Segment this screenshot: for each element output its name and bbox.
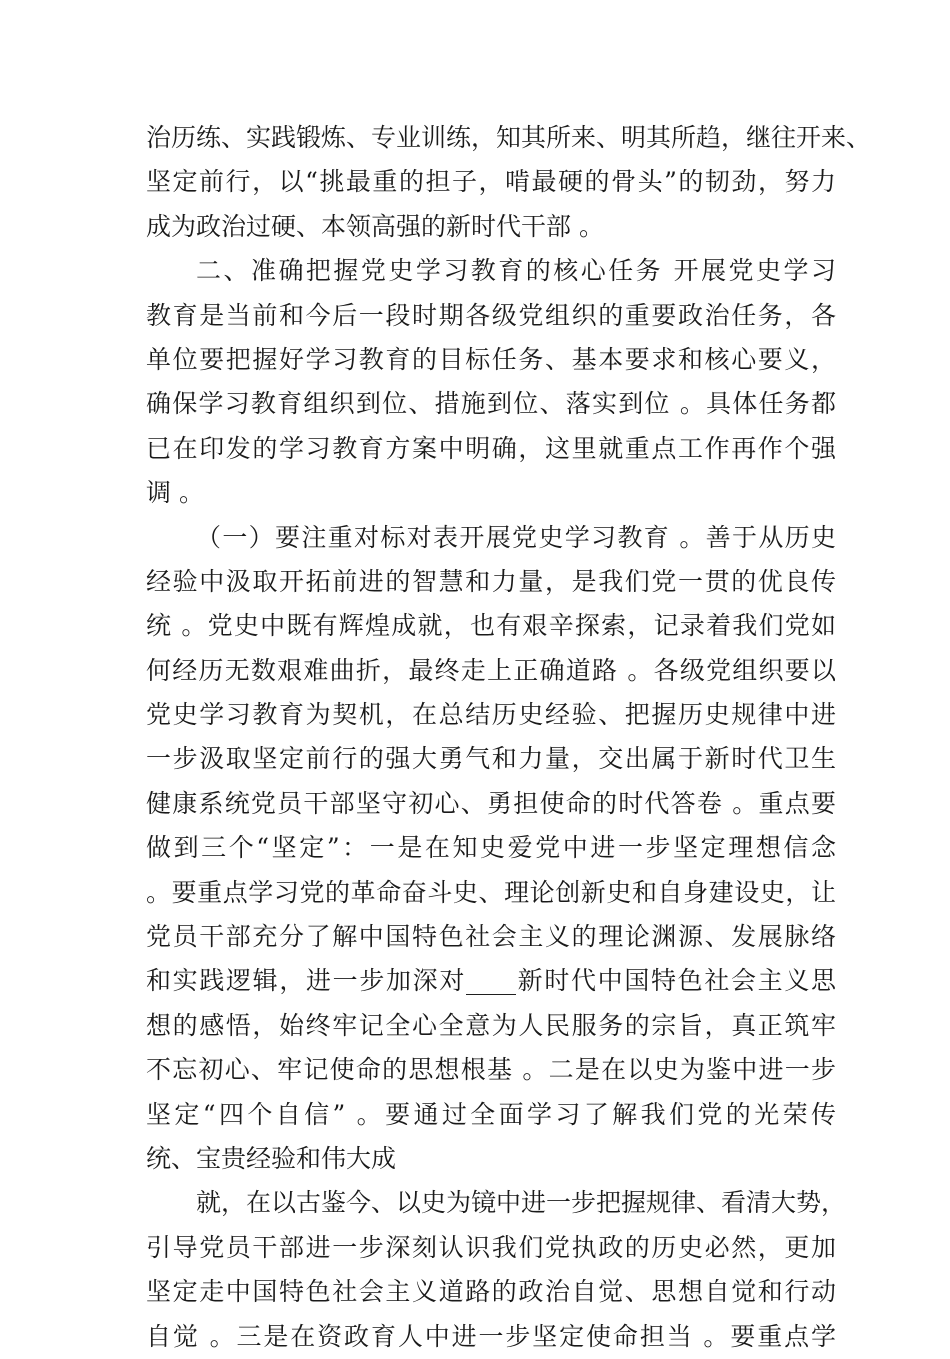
text-line: 自觉 。三是在资政育人中进一步坚定使命担当 。要重点学	[146, 1321, 836, 1351]
text-line: 就，在以古鉴今、以史为镜中进一步把握规律、看清大势，	[196, 1188, 847, 1218]
text-line: 何经历无数艰难曲折，最终走上正确道路 。各级党组织要以	[146, 655, 836, 685]
text-line: 引导党员干部进一步深刻认识我们党执政的历史必然，更加	[146, 1232, 836, 1262]
text-line: 调 。	[146, 478, 204, 508]
text-line: 坚定前行，以“挑最重的担子，啃最硬的骨头”的韧劲，努力	[146, 167, 836, 197]
text-line: 党员干部充分了解中国特色社会主义的理论渊源、发展脉络	[146, 922, 836, 952]
text-line: 单位要把握好学习教育的目标任务、基本要求和核心要义，	[146, 344, 836, 374]
text-line: 一步汲取坚定前行的强大勇气和力量，交出属于新时代卫生	[146, 744, 836, 774]
section-heading-line: 二、准确把握党史学习教育的核心任务 开展党史学习	[196, 256, 836, 286]
text-line: 确保学习教育组织到位、措施到位、落实到位 。具体任务都	[146, 389, 836, 419]
text-line: 想的感悟，始终牢记全心全意为人民服务的宗旨，真正筑牢	[146, 1010, 836, 1040]
text-line: 坚定“四个自信” 。要通过全面学习了解我们党的光荣传	[146, 1099, 836, 1129]
text-line: 坚定走中国特色社会主义道路的政治自觉、思想自觉和行动	[146, 1277, 836, 1307]
text-line: 和实践逻辑，进一步加深对____新时代中国特色社会主义思	[146, 966, 836, 996]
text-line: 成为政治过硬、本领高强的新时代干部 。	[146, 211, 604, 241]
text-line: 已在印发的学习教育方案中明确，这里就重点工作再作个强	[146, 433, 836, 463]
subsection-heading-line: （一）要注重对标对表开展党史学习教育 。善于从历史	[196, 522, 836, 552]
text-line: 治历练、实践锻炼、专业训练，知其所来、明其所趋，继往开来、	[146, 123, 872, 152]
text-line: 健康系统党员干部坚守初心、勇担使命的时代答卷 。重点要	[146, 788, 836, 818]
body-text	[146, 116, 872, 1359]
text-line: 党史学习教育为契机，在总结历史经验、把握历史规律中进	[146, 700, 836, 730]
text-line: 做到三个“坚定”：一是在知史爱党中进一步坚定理想信念	[146, 833, 836, 863]
text-line: 统、宝贵经验和伟大成	[146, 1143, 397, 1173]
text-line: 教育是当前和今后一段时期各级党组织的重要政治任务，各	[146, 300, 836, 330]
text-line: 不忘初心、牢记使命的思想根基 。二是在以史为鉴中进一步	[146, 1055, 836, 1085]
text-line: 经验中汲取开拓前进的智慧和力量，是我们党一贯的优良传	[146, 566, 836, 596]
text-line: 。要重点学习党的革命奋斗史、理论创新史和自身建设史，让	[146, 877, 836, 907]
text-line: 统 。党史中既有辉煌成就，也有艰辛探索，记录着我们党如	[146, 611, 836, 641]
